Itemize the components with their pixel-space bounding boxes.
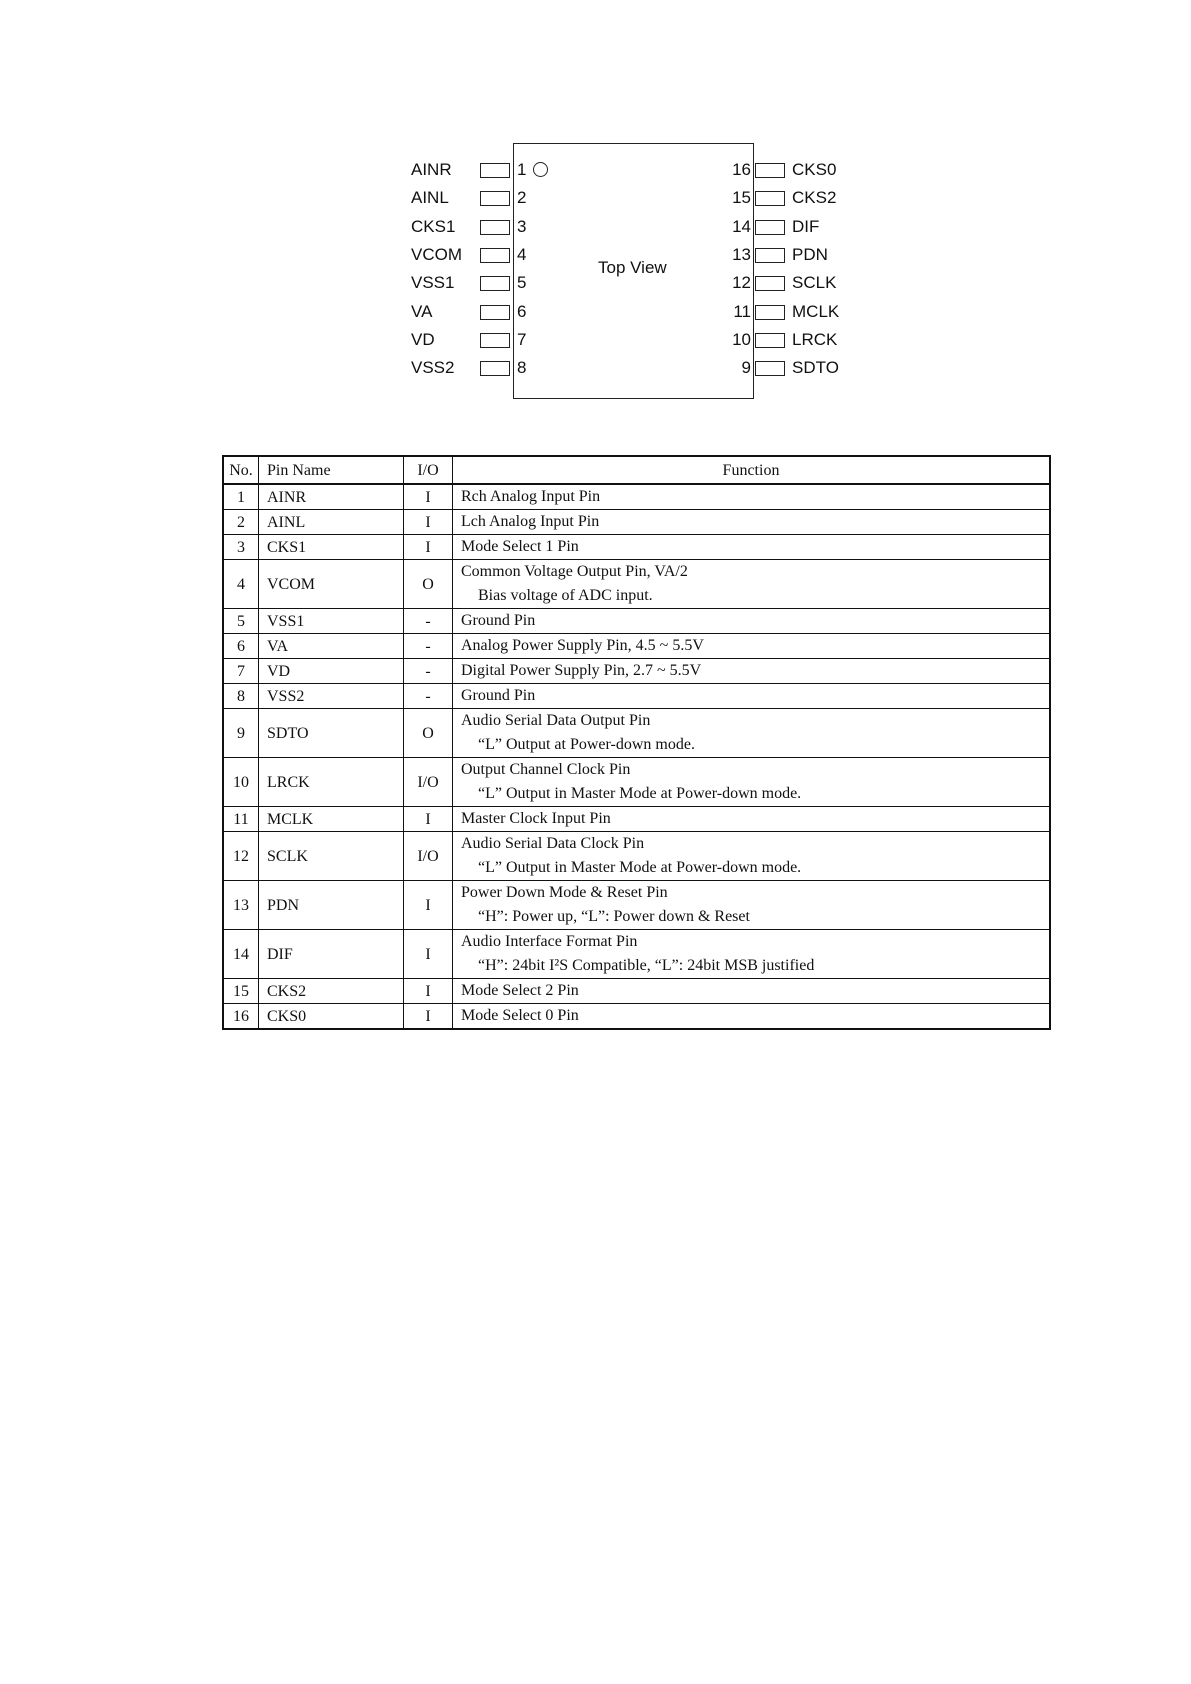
pin-name-label: MCLK — [792, 301, 840, 321]
pin-function-cell — [453, 560, 1051, 609]
pin-number-cell: 9 — [223, 709, 259, 758]
pin-number-label: 11 — [733, 301, 751, 321]
pin-io-cell: I — [404, 930, 453, 979]
pin-lead-icon — [755, 333, 785, 348]
pin-name-cell: AINR — [259, 484, 404, 510]
pin-function-cell — [453, 659, 1051, 684]
function-note: Bias voltage of ADC input. — [478, 587, 653, 604]
pin-description-table — [222, 455, 1051, 1030]
function-text: Ground Pin — [461, 687, 536, 704]
pin-lead-icon — [755, 276, 785, 291]
pin-number-label: 1 — [517, 160, 527, 179]
pin-io-cell: O — [404, 709, 453, 758]
function-text: Common Voltage Output Pin, VA/2 — [461, 563, 688, 580]
function-text: Rch Analog Input Pin — [461, 488, 601, 505]
pin-function-cell — [453, 484, 1051, 510]
pin-number-cell: 10 — [223, 758, 259, 807]
pin-name-label: CKS1 — [411, 216, 456, 236]
pin-io-cell: I — [404, 510, 453, 535]
table-row — [223, 659, 1050, 684]
top-view-label: Top View — [598, 258, 667, 277]
function-note: “H”: 24bit I²S Compatible, “L”: 24bit MSB justified — [478, 957, 815, 974]
pin-io-cell: I/O — [404, 758, 453, 807]
table-row — [223, 609, 1050, 634]
pin-number-cell: 4 — [223, 560, 259, 609]
pin-number-cell: 3 — [223, 535, 259, 560]
pin-diagram — [0, 0, 1191, 420]
pin-lead-icon — [480, 276, 510, 291]
pin-function-cell — [453, 510, 1051, 535]
pin-number-cell: 2 — [223, 510, 259, 535]
pin-number-cell: 11 — [223, 807, 259, 832]
pin-name-label: LRCK — [792, 329, 838, 349]
pin-function-cell — [453, 1004, 1051, 1030]
pin-number-cell: 13 — [223, 881, 259, 930]
pin-name-cell: PDN — [259, 881, 404, 930]
function-note: “L” Output in Master Mode at Power-down mode. — [478, 785, 802, 802]
pin-io-cell: O — [404, 560, 453, 609]
pin-lead-icon — [480, 305, 510, 320]
pin-number-label: 14 — [732, 216, 751, 236]
pin-function-cell — [453, 881, 1051, 930]
table-row — [223, 979, 1050, 1004]
pin1-marker-icon — [533, 162, 548, 177]
pin-lead-icon — [480, 163, 510, 178]
table-row — [223, 881, 1050, 930]
pin-name-label: VSS1 — [411, 273, 455, 293]
pin-lead-icon — [755, 220, 785, 235]
pin-function-cell — [453, 758, 1051, 807]
pin-number-label: 7 — [517, 329, 527, 349]
pin-function-cell — [453, 930, 1051, 979]
table-row — [223, 510, 1050, 535]
pin-name-cell: VSS2 — [259, 684, 404, 709]
pin-io-cell: I/O — [404, 832, 453, 881]
function-note: “H”: Power up, “L”: Power down & Reset — [478, 908, 750, 925]
pin-name-cell: AINL — [259, 510, 404, 535]
pin-io-cell: I — [404, 484, 453, 510]
pin-number-label: 9 — [741, 358, 751, 378]
pin-lead-icon — [755, 191, 785, 206]
function-text: Mode Select 0 Pin — [461, 1007, 579, 1024]
pin-number-label: 2 — [517, 188, 527, 208]
table-row — [223, 535, 1050, 560]
pin-name-label: VSS2 — [411, 358, 455, 378]
header-io: I/O — [404, 456, 453, 484]
table-row — [223, 709, 1050, 758]
pin-name-cell: MCLK — [259, 807, 404, 832]
pin-name-label: SDTO — [792, 358, 839, 378]
pin-name-label: PDN — [792, 244, 828, 264]
function-text: Master Clock Input Pin — [461, 810, 611, 827]
table-row — [223, 1004, 1050, 1030]
function-text: Audio Serial Data Clock Pin — [461, 835, 645, 852]
function-note: “L” Output at Power-down mode. — [478, 736, 695, 753]
pin-io-cell: - — [404, 684, 453, 709]
pin-name-label: SCLK — [792, 273, 837, 293]
pin-io-cell: I — [404, 881, 453, 930]
pin-lead-icon — [480, 220, 510, 235]
pin-name-cell: SDTO — [259, 709, 404, 758]
pin-lead-icon — [755, 305, 785, 320]
pin-function-cell — [453, 684, 1051, 709]
pin-number-cell: 12 — [223, 832, 259, 881]
pin-io-cell: I — [404, 1004, 453, 1030]
table-body — [223, 484, 1050, 1029]
function-text: Output Channel Clock Pin — [461, 761, 631, 778]
pin-name-label: DIF — [792, 216, 820, 236]
pin-function-cell — [453, 535, 1051, 560]
pin-lead-icon — [480, 361, 510, 376]
pin-number-label: 12 — [732, 273, 751, 293]
function-text: Analog Power Supply Pin, 4.5 ~ 5.5V — [461, 637, 704, 654]
pin-number-label: 4 — [517, 244, 527, 264]
header-pin-name: Pin Name — [259, 456, 404, 484]
pin-name-cell: VSS1 — [259, 609, 404, 634]
function-text: Power Down Mode & Reset Pin — [461, 884, 668, 901]
pin-name-cell: VD — [259, 659, 404, 684]
pin-name-label: VCOM — [411, 244, 462, 264]
function-text: Audio Interface Format Pin — [461, 933, 638, 950]
pin-lead-icon — [755, 163, 785, 178]
pin-function-cell — [453, 979, 1051, 1004]
table-row — [223, 807, 1050, 832]
pin-number-label: 16 — [732, 160, 751, 179]
pin-number-cell: 15 — [223, 979, 259, 1004]
pin-io-cell: - — [404, 609, 453, 634]
table-row — [223, 930, 1050, 979]
header-function: Function — [453, 456, 1051, 484]
pin-function-cell — [453, 709, 1051, 758]
pin-io-cell: I — [404, 979, 453, 1004]
pin-number-label: 5 — [517, 273, 527, 293]
pin-number-label: 6 — [517, 301, 527, 321]
pin-name-label: CKS0 — [792, 160, 837, 179]
pin-lead-icon — [480, 191, 510, 206]
pin-function-cell — [453, 832, 1051, 881]
pin-name-cell: DIF — [259, 930, 404, 979]
pin-name-label: AINL — [411, 188, 449, 208]
pin-name-label: VA — [411, 301, 433, 321]
pin-io-cell: I — [404, 807, 453, 832]
table-row — [223, 758, 1050, 807]
header-no: No. — [223, 456, 259, 484]
function-text: Ground Pin — [461, 612, 536, 629]
function-text: Audio Serial Data Output Pin — [461, 712, 651, 729]
pin-io-cell: I — [404, 535, 453, 560]
table-row — [223, 484, 1050, 510]
pin-number-label: 3 — [517, 216, 527, 236]
pin-number-cell: 5 — [223, 609, 259, 634]
pin-lead-icon — [480, 333, 510, 348]
pin-number-cell: 1 — [223, 484, 259, 510]
pin-number-label: 8 — [517, 358, 527, 378]
pin-function-cell — [453, 609, 1051, 634]
pin-function-cell — [453, 807, 1051, 832]
table-row — [223, 832, 1050, 881]
table-header-row — [223, 456, 1050, 484]
pin-name-cell: SCLK — [259, 832, 404, 881]
pin-lead-icon — [755, 361, 785, 376]
pin-io-cell: - — [404, 659, 453, 684]
pin-lead-icon — [480, 248, 510, 263]
pin-name-label: AINR — [411, 160, 452, 179]
pin-name-cell: CKS1 — [259, 535, 404, 560]
table-row — [223, 634, 1050, 659]
pin-number-cell: 7 — [223, 659, 259, 684]
pin-number-cell: 16 — [223, 1004, 259, 1030]
pin-number-cell: 14 — [223, 930, 259, 979]
pin-name-cell: CKS0 — [259, 1004, 404, 1030]
table-row — [223, 560, 1050, 609]
pin-number-label: 10 — [732, 329, 751, 349]
function-text: Mode Select 2 Pin — [461, 982, 579, 999]
pin-number-label: 15 — [732, 188, 751, 208]
pin-name-cell: CKS2 — [259, 979, 404, 1004]
pin-number-cell: 6 — [223, 634, 259, 659]
pin-io-cell: - — [404, 634, 453, 659]
pin-name-cell: LRCK — [259, 758, 404, 807]
pin-name-cell: VCOM — [259, 560, 404, 609]
function-text: Digital Power Supply Pin, 2.7 ~ 5.5V — [461, 662, 702, 679]
function-note: “L” Output in Master Mode at Power-down mode. — [478, 859, 802, 876]
pin-number-cell: 8 — [223, 684, 259, 709]
pin-name-label: CKS2 — [792, 188, 837, 208]
pin-name-cell: VA — [259, 634, 404, 659]
pin-lead-icon — [755, 248, 785, 263]
table-row — [223, 684, 1050, 709]
pin-name-label: VD — [411, 329, 435, 349]
function-text: Mode Select 1 Pin — [461, 538, 579, 555]
pin-number-label: 13 — [732, 244, 751, 264]
function-text: Lch Analog Input Pin — [461, 513, 600, 530]
pin-function-cell — [453, 634, 1051, 659]
